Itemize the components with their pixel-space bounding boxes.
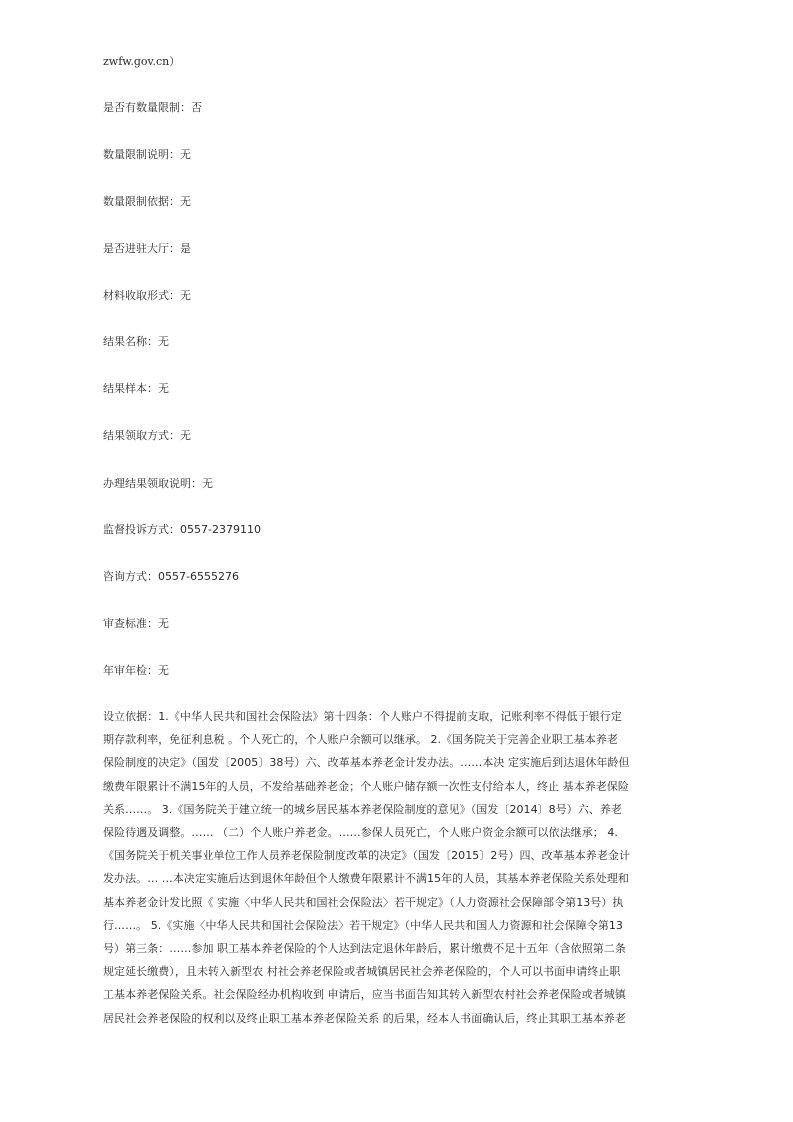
text-line-quantity-limit-basis: 数量限制依据：无 — [103, 195, 191, 208]
paragraph-line: 号）第三条：……参加 职工基本养老保险的个人达到法定退休年龄后，累计缴费不足十五年（含依照第二条 — [103, 942, 626, 956]
paragraph-line: 基本养老金计发比照《 实施〈中华人民共和国社会保险法〉若干规定》（人力资源社会保障部令第13号）执 — [103, 895, 624, 909]
text-line-consult-phone: 咨询方式：0557-6555276 — [103, 570, 239, 583]
text-line-review-standard: 审查标准：无 — [103, 617, 169, 630]
text-line-result-pickup-method: 结果领取方式：无 — [103, 429, 191, 442]
text-line-annual-inspection: 年审年检：无 — [103, 664, 169, 677]
text-line-quantity-limit-description: 数量限制说明：无 — [103, 148, 191, 161]
text-line-quantity-limit: 是否有数量限制：否 — [103, 101, 202, 114]
paragraph-line: 期存款利率，免征利息税 。个人死亡的，个人账户余额可以继承。 2.《国务院关于完善企业职工基本养老 — [103, 733, 618, 747]
paragraph-line: 《国务院关于机关事业单位工作人员养老保险制度改革的决定》（国发〔2015〕2号）四、改革基本养老金计 — [103, 849, 630, 863]
paragraph-line: 工基本养老保险关系。社会保险经办机构收到 申请后，应当书面告知其转入新型农村社会养老保险或者城镇 — [103, 988, 626, 1002]
paragraph-line: 缴费年限累计不满15年的人员，不发给基础养老金；个人账户储存额一次性支付给本人，终止 基本养老保险 — [103, 779, 629, 793]
text-line-result-name: 结果名称：无 — [103, 335, 169, 348]
text-line-complaint-phone: 监督投诉方式：0557-2379110 — [103, 523, 261, 536]
paragraph-line: 行……。 5.《实施〈中华人民共和国社会保险法〉若干规定》（中华人民共和国人力资源和社会保障令第13 — [103, 918, 623, 932]
text-line-hall-entry: 是否进驻大厅：是 — [103, 242, 191, 255]
paragraph-line: 设立依据：1.《中华人民共和国社会保险法》第十四条：个人账户不得提前支取，记账利率不得低于银行定 — [103, 710, 622, 723]
paragraph-line: 关系……。 3.《国务院关于建立统一的城乡居民基本养老保险制度的意见》（国发〔2014〕8号）六、养老 — [103, 802, 623, 816]
text-line-result-sample: 结果样本：无 — [103, 382, 169, 395]
paragraph-line: 发办法。… …本决定实施后达到退休年龄但个人缴费年限累计不满15年的人员，其基本养老保险关系处理和 — [103, 872, 629, 886]
paragraph-line: 保险制度的决定》（国发〔2005〕38号）六、改革基本养老金计发办法。……本决 定实施后到达退休年龄但 — [103, 756, 630, 770]
paragraph-line: 居民社会养老保险的权利以及终止职工基本养老保险关系 的后果，经本人书面确认后，终止其职工基本养老 — [103, 1011, 626, 1025]
paragraph-line: 保险待遇及调整。…… （二）个人账户养老金。……参保人员死亡，个人账户资金余额可以依法继承； 4. — [103, 826, 618, 840]
text-line-material-collection: 材料收取形式：无 — [103, 289, 191, 302]
text-line-result-pickup-note: 办理结果领取说明：无 — [103, 477, 213, 490]
legal-basis-paragraph — [103, 705, 685, 1030]
paragraph-line: 规定延长缴费），且未转入新型农 村社会养老保险或者城镇居民社会养老保险的，个人可以书面申请终止职 — [103, 965, 621, 979]
text-line-url: zwfw.gov.cn） — [103, 55, 181, 68]
